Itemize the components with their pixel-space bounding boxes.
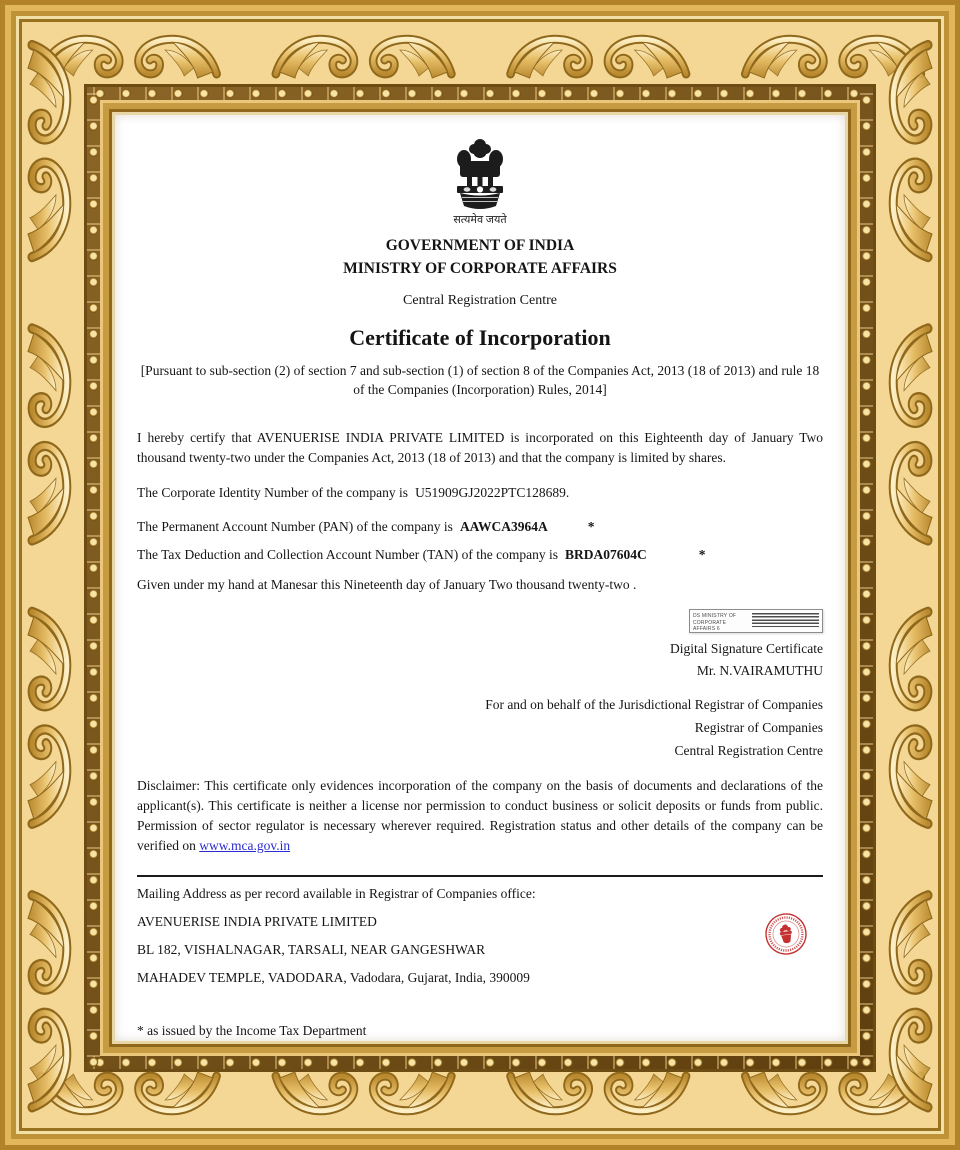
tan-value: BRDA07604C [565, 546, 647, 562]
emblem-motto: सत्यमेव जयते [453, 214, 507, 226]
stamp-details-pattern [752, 613, 819, 629]
footnote-text: * as issued by the Income Tax Department [137, 1022, 367, 1038]
behalf-line-2: Registrar of Companies [694, 720, 823, 736]
certificate-paper [115, 115, 845, 1041]
cin-value: U51909GJ2022PTC128689. [415, 485, 570, 501]
certificate-title: Certificate of Incorporation [349, 325, 611, 350]
pan-value: AAWCA3964A [459, 518, 548, 534]
frame-ornament-bottom [22, 1066, 938, 1128]
pan-line: The Permanent Account Number (PAN) of the company is AAWCA3964A * [137, 518, 595, 534]
digital-signature-stamp [689, 609, 823, 633]
disclaimer-paragraph: Disclaimer: This certificate only evidences incorporation of the company on the basis of documents and declarations of the applicant(s). This certificate is neither a license nor permission to conduct business or solicit deposits or funds from public. Permission of sector regulator is necessary wherever required. Registration status and other details of the company can be verified on www.mca.gov.in [137, 777, 823, 854]
tan-asterisk: * [698, 546, 706, 562]
mca-link[interactable]: www.mca.gov.in [199, 838, 291, 854]
behalf-line-3: Central Registration Centre [674, 743, 823, 759]
address-line-2: BL 182, VISHALNAGAR, TARSALI, NEAR GANGESHWAR [137, 942, 486, 958]
address-line-3: MAHADEV TEMPLE, VADODARA, Vadodara, Gujarat, India, 390009 [137, 970, 530, 986]
frame-ornament-top [22, 22, 938, 84]
dsc-signatory: Mr. N.VAIRAMUTHU [696, 662, 823, 678]
divider-rule [137, 875, 823, 877]
frame-scroll-band [22, 22, 938, 1128]
frame-ornament-right [876, 22, 938, 1128]
behalf-line-1: For and on behalf of the Jurisdictional Registrar of Companies [485, 696, 823, 712]
national-emblem-icon [449, 135, 511, 211]
given-under-hand-line: Given under my hand at Manesar this Nineteenth day of January Two thousand twenty-two . [137, 577, 637, 593]
ministry-heading: MINISTRY OF CORPORATE AFFAIRS [343, 259, 617, 277]
mailing-heading: Mailing Address as per record available in Registrar of Companies office: [137, 885, 536, 901]
frame-ornament-left [22, 22, 84, 1128]
mailing-address-section [137, 884, 823, 989]
frame-bead-band [87, 87, 873, 1069]
certify-paragraph: I hereby certify that AVENUERISE INDIA PRIVATE LIMITED is incorporated on this Eighteenth day of January Two thousand twenty-two under the Companies Act, 2013 (18 of 2013) and that the company is limited by shares. [137, 429, 823, 466]
central-registration-centre-heading: Central Registration Centre [403, 293, 557, 308]
tan-line: The Tax Deduction and Collection Account Number (TAN) of the company is BRDA07604C * [137, 546, 706, 562]
address-line-1: AVENUERISE INDIA PRIVATE LIMITED [137, 913, 377, 929]
cin-line: The Corporate Identity Number of the company is U51909GJ2022PTC128689. [137, 485, 570, 501]
pan-asterisk: * [587, 518, 595, 534]
government-of-india-heading: GOVERNMENT OF INDIA [385, 236, 575, 254]
stamp-issuer-text: DS MINISTRY OF CORPORATE AFFAIRS 6 [693, 613, 737, 632]
pursuant-text: [Pursuant to sub-section (2) of section 7 and sub-section (1) of section 8 of the Companies Act, 2013 (18 of 2013) and rule 18 of the Companies (Incorporation) Rules, 2014] [140, 363, 820, 397]
registrar-red-seal-icon [760, 907, 812, 961]
dsc-title: Digital Signature Certificate [670, 641, 823, 657]
